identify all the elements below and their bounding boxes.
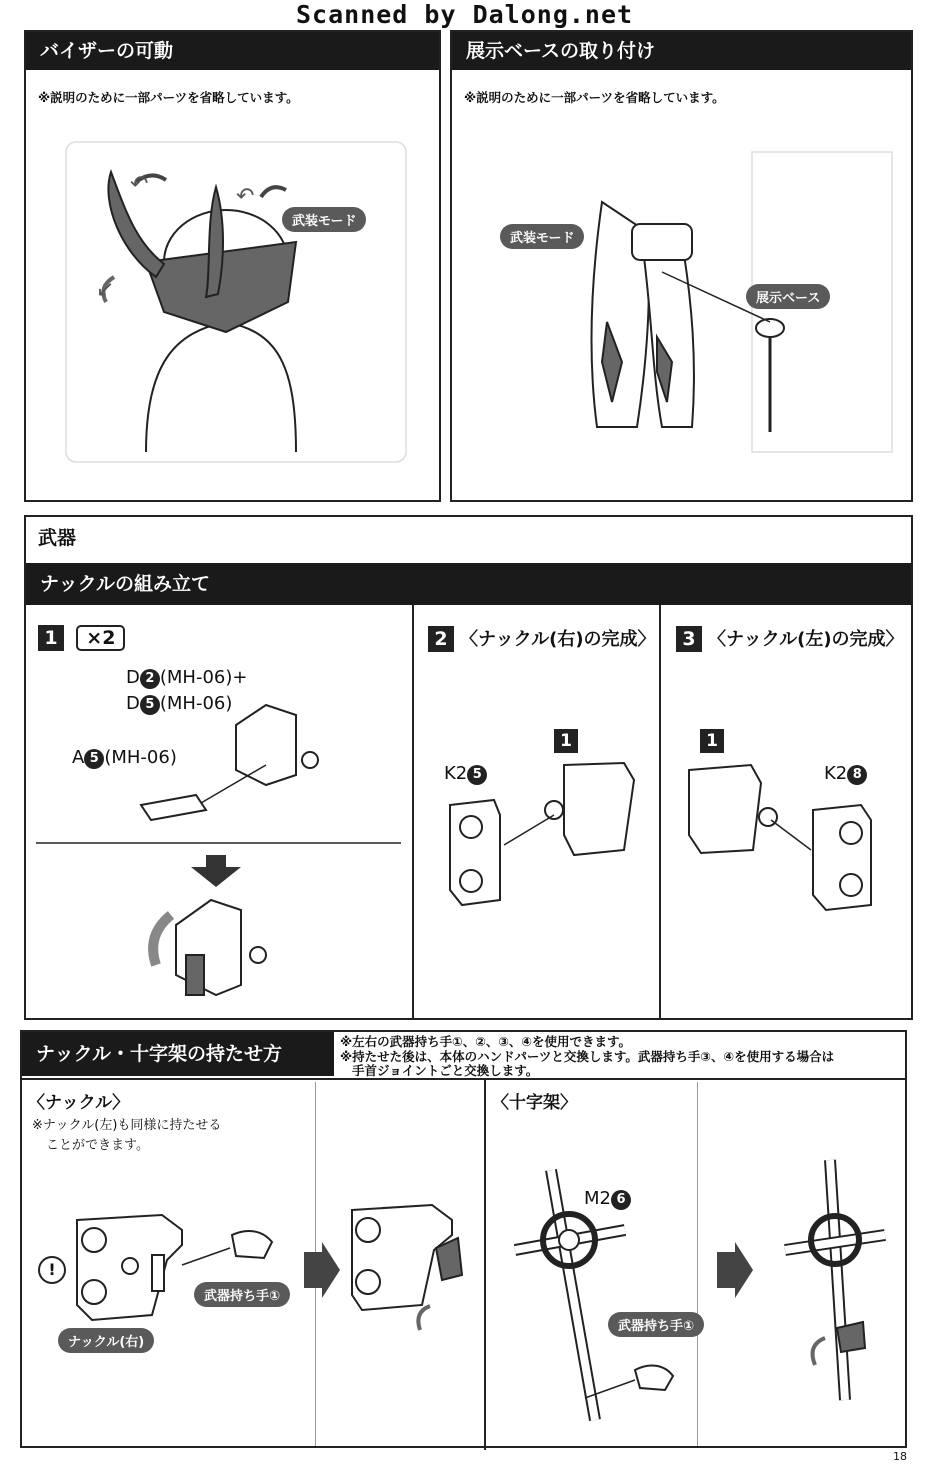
rotate-arrow-icon: ↙: [96, 277, 115, 302]
visor-title: バイザーの可動: [26, 32, 439, 70]
watermark: Scanned by Dalong.net: [296, 0, 634, 29]
step2-part-number: 5: [467, 765, 487, 785]
cross-part-number: 6: [611, 1190, 631, 1210]
holding-note-1: ※左右の武器持ち手①、②、③、④を使用できます。: [340, 1034, 631, 1049]
step2-number: 2: [428, 626, 454, 652]
step2-title: 〈ナックル(右)の完成〉: [460, 629, 656, 650]
part-d-prefix: D: [126, 693, 140, 714]
part-a5-code: (MH-06): [104, 747, 177, 768]
part-d2-code: (MH-06)+: [159, 667, 248, 688]
step3-ref: 1: [700, 729, 724, 753]
part-d2-number: 2: [140, 669, 160, 689]
rotate-arrow-icon: ↶: [130, 172, 149, 197]
visor-panel: [24, 30, 441, 502]
part-d5-number: 5: [140, 695, 160, 715]
knuckle-heading: 〈ナックル〉: [28, 1093, 130, 1113]
base-mode-label: 武装モード: [500, 224, 584, 249]
step1-illustration: [26, 605, 412, 1020]
cross-heading: 〈十字架〉: [492, 1093, 577, 1113]
step2-ref: 1: [554, 729, 578, 753]
holding-note-2: ※持たせた後は、本体のハンドパーツと交換します。武器持ち手③、④を使用する場合は: [340, 1049, 835, 1064]
knuckle-note-1: ※ナックル(左)も同様に持たせる: [32, 1118, 222, 1133]
holding-title: ナックル・十字架の持たせ方: [22, 1032, 334, 1076]
holding-section: [20, 1030, 907, 1448]
part-a5-number: 5: [84, 749, 104, 769]
step3-illustration: [661, 605, 915, 1020]
visor-mode-label: 武装モード: [282, 207, 366, 232]
holding-note-3: 手首ジョイントごと交換します。: [352, 1063, 539, 1078]
weapons-section: [24, 515, 913, 1020]
knuckle-part-label: ナックル(右): [58, 1328, 154, 1353]
step3-part-code: K2: [824, 763, 848, 784]
visor-note: ※説明のために一部パーツを省略しています。: [38, 90, 299, 105]
base-illustration: [452, 32, 915, 504]
part-d5-code: (MH-06): [159, 693, 233, 714]
base-panel: [450, 30, 913, 502]
knuckle-note-2: ことができます。: [46, 1138, 149, 1153]
step1-multiplier: ×2: [76, 625, 125, 651]
part-d-prefix: D: [126, 667, 140, 688]
step3-number: 3: [676, 626, 702, 652]
cross-hand-label: 武器持ち手①: [608, 1312, 704, 1337]
cross-part-code: M2: [584, 1188, 611, 1209]
rotate-arrow-icon: ↶: [236, 184, 255, 209]
part-a-prefix: A: [72, 747, 85, 768]
step3-part-number: 8: [847, 765, 867, 785]
step2-illustration: [414, 605, 659, 1020]
page-number: 18: [893, 1450, 907, 1463]
base-stand-label: 展示ベース: [746, 284, 830, 309]
weapons-header: 武器: [38, 527, 77, 549]
knuckle-hand-label: 武器持ち手①: [194, 1282, 290, 1307]
visor-illustration: [26, 32, 443, 504]
step2-part-code: K2: [444, 763, 468, 784]
knuckle-illustration: [22, 1080, 484, 1450]
step3-title: 〈ナックル(左)の完成〉: [708, 629, 904, 650]
knuckle-assembly-title: ナックルの組み立て: [26, 563, 911, 605]
cross-illustration: [485, 1080, 910, 1450]
base-title: 展示ベースの取り付け: [452, 32, 911, 70]
step1-number: 1: [38, 625, 64, 651]
base-note: ※説明のために一部パーツを省略しています。: [464, 90, 725, 105]
alert-icon: !: [38, 1256, 66, 1284]
